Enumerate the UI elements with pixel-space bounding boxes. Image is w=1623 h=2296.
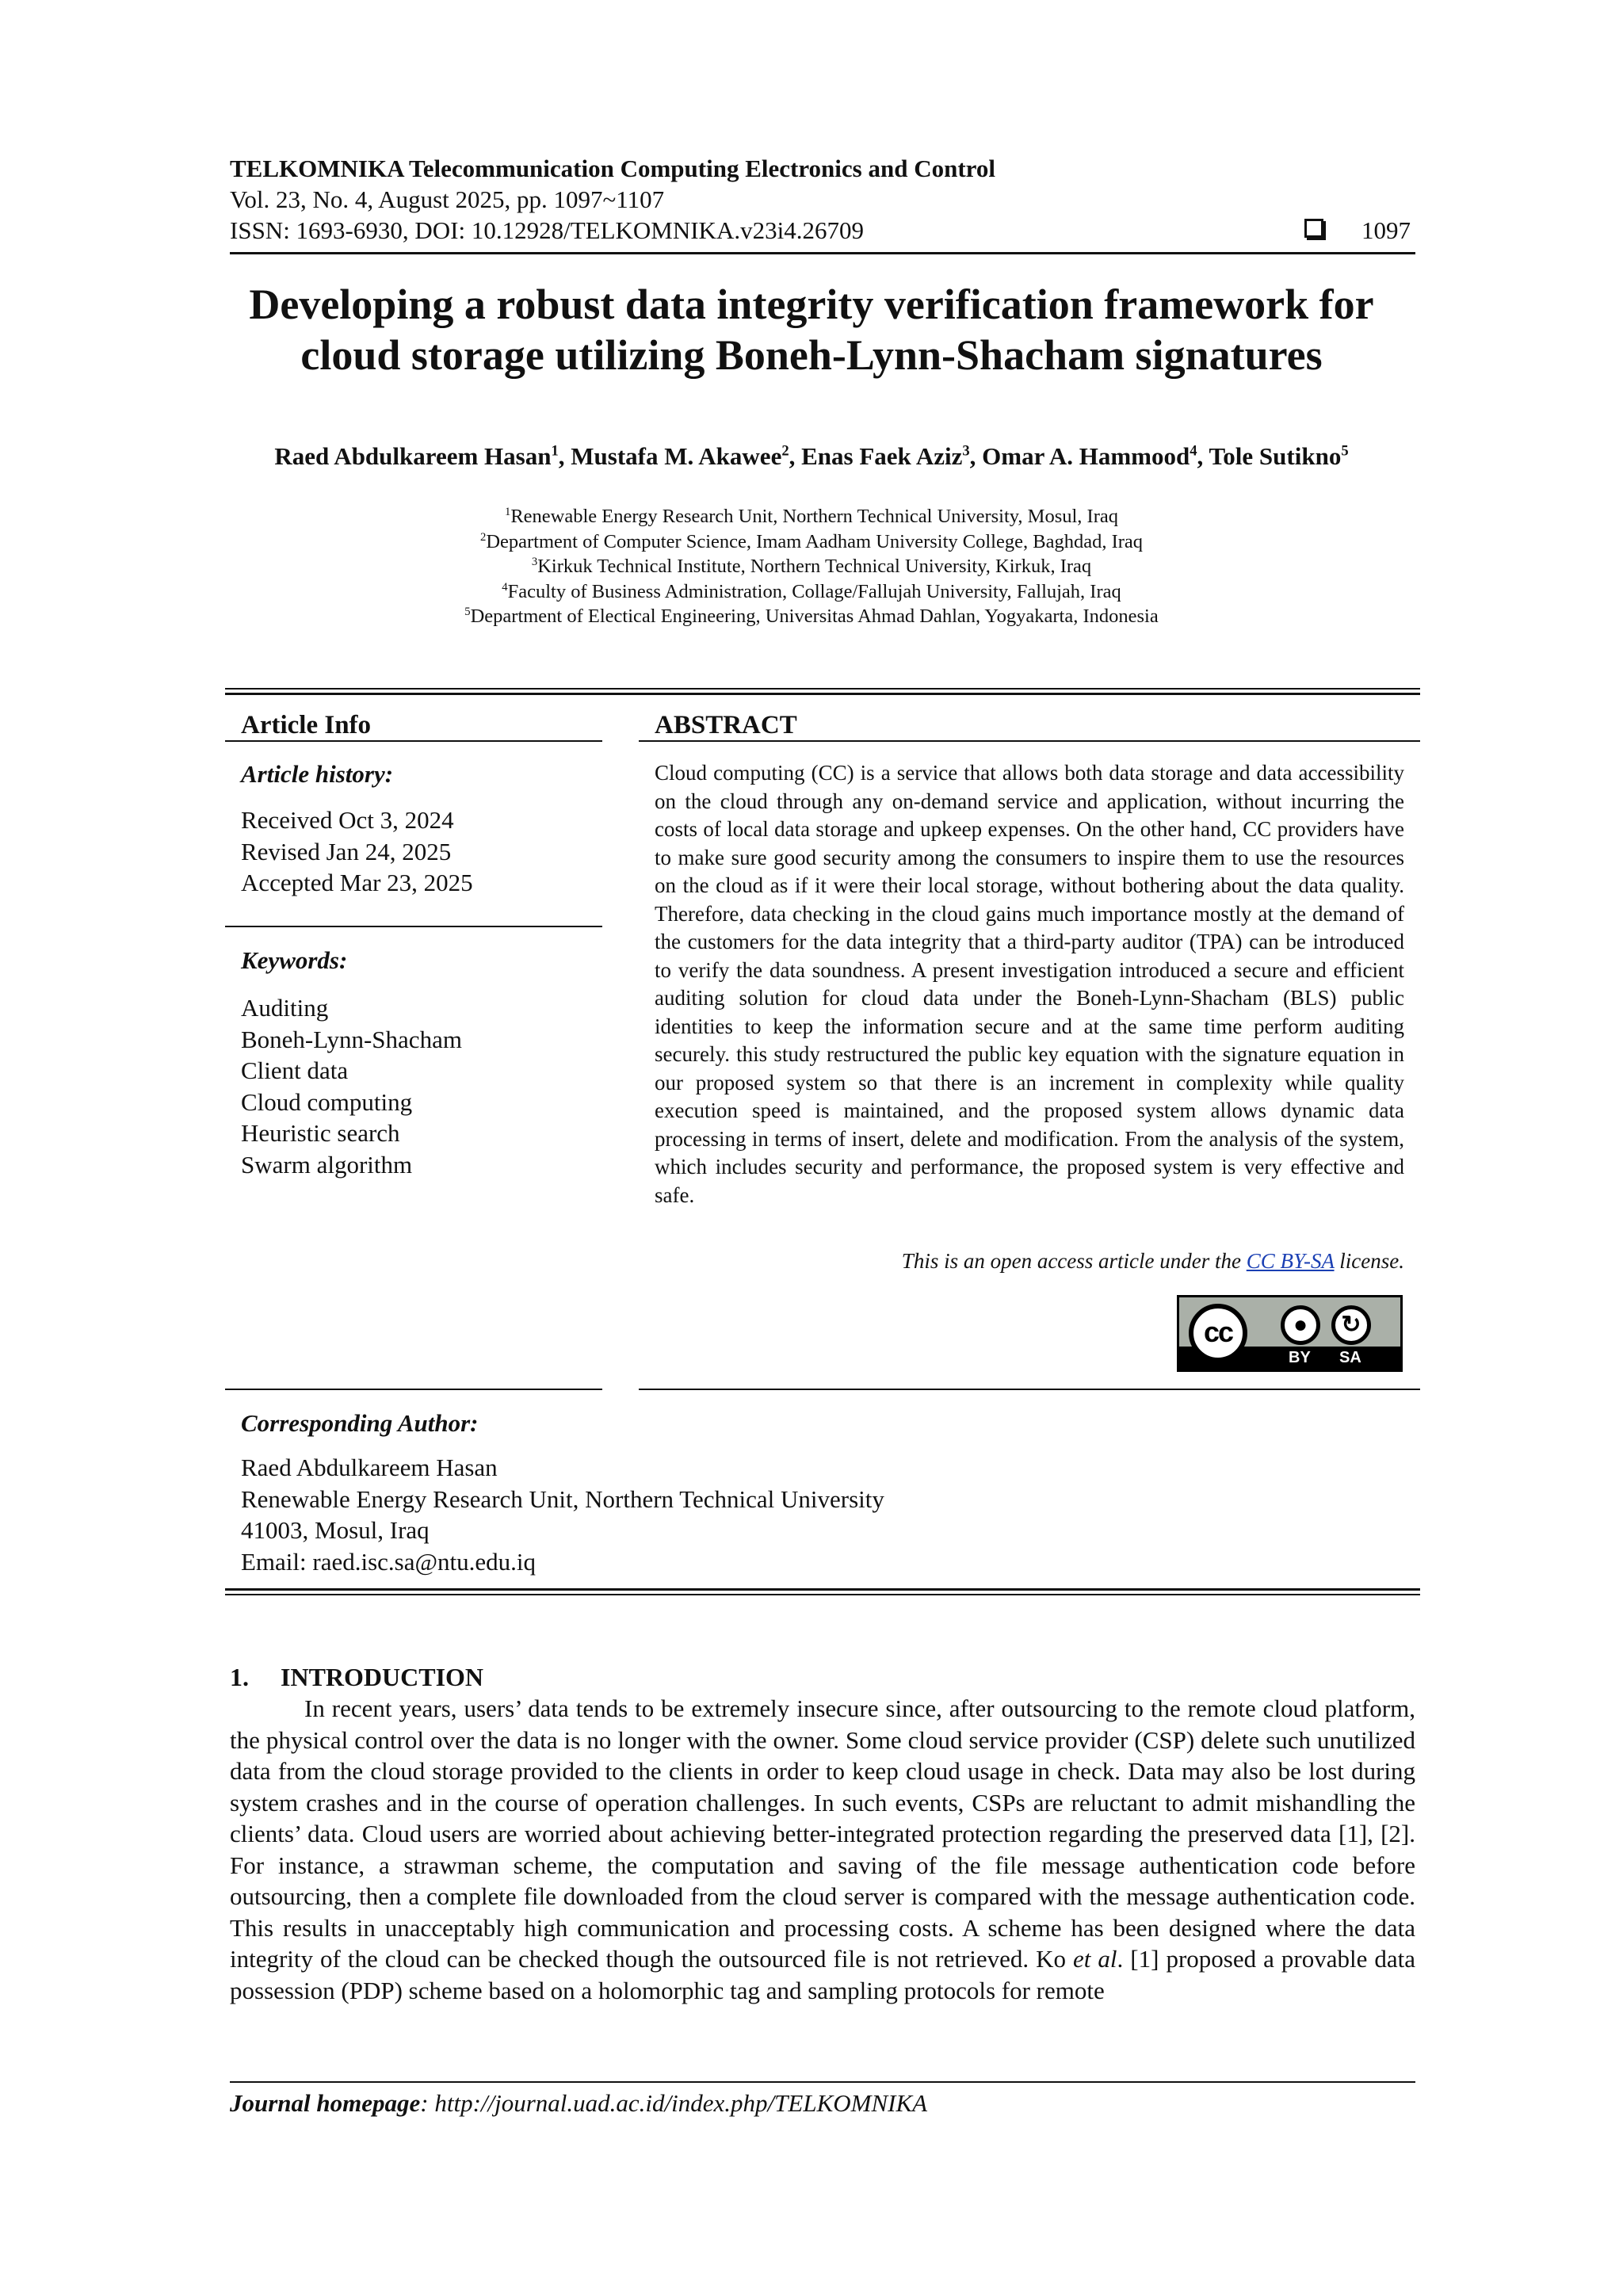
article-history [241, 804, 473, 899]
article-info-heading: Article Info [241, 711, 372, 739]
cc-by-sa-badge[interactable] [1177, 1295, 1403, 1372]
author-sup: 5 [1341, 442, 1349, 460]
info-top-rule-thick [225, 693, 1420, 695]
author-sup: 1 [551, 442, 559, 460]
keyword: Client data [241, 1056, 349, 1084]
attribution-person-icon: ● [1281, 1305, 1320, 1345]
keyword: Heuristic search [241, 1119, 400, 1147]
open-access-prefix: This is an open access article under the [901, 1249, 1241, 1273]
section-title: INTRODUCTION [281, 1663, 484, 1691]
corresponding-name: Raed Abdulkareem Hasan [241, 1454, 498, 1481]
corresponding-address: 41003, Mosul, Iraq [241, 1516, 430, 1544]
author-name: Tole Sutikno [1209, 442, 1342, 470]
intro-text-after: . [1] proposed a provable data possession (PDP) scheme based on a holomorphic tag and sampling protocols for remote [230, 1945, 1415, 2004]
volume-info: Vol. 23, No. 4, August 2025, pp. 1097~1107 [230, 185, 665, 213]
affiliation [238, 504, 1385, 529]
journal-homepage [230, 2089, 927, 2118]
share-alike-icon: ↻ [1331, 1305, 1371, 1345]
creative-commons-icon: cc [1189, 1304, 1247, 1362]
article-history-heading: Article history: [241, 760, 394, 788]
history-rule [225, 926, 602, 927]
keyword: Auditing [241, 994, 329, 1022]
info-bottom-rule-thick [225, 1588, 1420, 1591]
corresponding-email: Email: raed.isc.sa@ntu.edu.iq [241, 1547, 537, 1576]
affiliation-text: Department of Computer Science, Imam Aadham University College, Baghdad, Iraq [486, 530, 1144, 552]
author-name: Raed Abdulkareem Hasan [274, 442, 552, 470]
abstract-bottom-rule [639, 1389, 1420, 1390]
corresponding-details [241, 1452, 884, 1577]
info-top-rule [225, 688, 1420, 690]
affiliation-sup: 2 [479, 530, 487, 544]
issn-doi: ISSN: 1693-6930, DOI: 10.12928/TELKOMNIKA.v23i4.26709 [230, 216, 864, 244]
affiliation [238, 579, 1385, 605]
footer-rule [230, 2081, 1415, 2083]
author-sup: 2 [781, 442, 789, 460]
introduction-paragraph [230, 1693, 1415, 2006]
author-list: Raed Abdulkareem Hasan$^1$, Mustafa M. Akawee$^2$, Enas Faek Aziz$^3$, Omar A. Hammood$^4$, Tole Sutikno$^5$ [274, 442, 1349, 470]
info-bottom-rule [225, 1594, 1420, 1595]
page-number: 1097 [1361, 216, 1411, 244]
article-info-rule [225, 740, 602, 742]
abstract-rule [639, 740, 1420, 742]
paper-title [206, 279, 1417, 380]
affiliation-sup: 1 [505, 505, 511, 518]
affiliation-sup: 4 [502, 580, 508, 594]
title-line-1: Developing a robust data integrity verification framework for [249, 281, 1374, 328]
affiliation-list [238, 504, 1385, 629]
section-number: 1. [230, 1663, 249, 1691]
revised-date: Revised Jan 24, 2025 [241, 837, 452, 865]
affiliation-sup: 5 [464, 605, 471, 618]
corresponding-affiliation: Renewable Energy Research Unit, Northern Technical University [241, 1484, 884, 1513]
affiliation-text: Department of Electical Engineering, Universitas Ahmad Dahlan, Yogyakarta, Indonesia [470, 606, 1159, 627]
license-link[interactable]: CC BY-SA [1246, 1249, 1335, 1273]
affiliation-sup: 3 [531, 555, 538, 568]
homepage-label: Journal homepage [230, 2089, 421, 2117]
corresponding-heading: Corresponding Author: [241, 1409, 479, 1437]
author-sup: 3 [962, 442, 970, 460]
badge-sa-label: SA [1339, 1349, 1361, 1366]
keywords-heading: Keywords: [241, 946, 348, 974]
abstract-text: Cloud computing (CC) is a service that allows both data storage and data accessibility on the cloud through any on-demand service and application, without incurring the costs of local data storage and upkeep expenses. On the other hand, CC providers have to make sure good security among the consumers to inspire them to use the resources on the cloud as if it were their local storage, without bothering about the data quality. Therefore, data checking in the cloud gains much importance mostly at the demand of the customers for the data integrity that a third-party auditor (TPA) can be introduced to verify the data soundness. A present investigation introduced a secure and efficient auditing solution for cloud data under the Boneh-Lynn-Shacham (BLS) public identities to keep the information secure and at the same time perform auditing securely. this study restructured the public key equation with the signature equation in our proposed system so that there is an increment in complexity while quality execution speed is maintained, and the proposed system allows dynamic data processing in terms of insert, delete and modification. From the analysis of the system, which includes security and performance, the proposed system is very effective and safe. [655, 761, 1404, 1207]
intro-et-al: et al [1073, 1945, 1117, 1973]
keyword: Cloud computing [241, 1087, 413, 1116]
accepted-date: Accepted Mar 23, 2025 [241, 869, 473, 896]
badge-by-label: BY [1289, 1349, 1311, 1366]
affiliation [238, 604, 1385, 629]
affiliation-text: Kirkuk Technical Institute, Northern Technical University, Kirkuk, Iraq [537, 556, 1092, 577]
abstract-heading: ABSTRACT [655, 711, 797, 739]
affiliation [238, 554, 1385, 579]
title-line-2: cloud storage utilizing Boneh-Lynn-Shacham signatures [300, 331, 1323, 379]
checkbox-square-icon [1304, 219, 1323, 238]
introduction-heading [230, 1661, 483, 1693]
author-name: Omar A. Hammood [982, 442, 1190, 470]
author-name: Enas Faek Aziz [801, 442, 963, 470]
header-rule [230, 252, 1415, 254]
affiliation-text: Faculty of Business Administration, Collage/Fallujah University, Fallujah, Iraq [507, 580, 1121, 602]
intro-text-before: In recent years, users’ data tends to be extremely insecure since, after outsourcing to the remote cloud platform, the physical control over the data is no longer with the owner. Some cloud service provider (CSP) delete such unutilized data from the cloud storage provided to the clients in order to keep cloud usage in check. Data may also be lost during system crashes and in the course of operation challenges. In such events, CSPs are reluctant to admit mishandling the clients’ data. Cloud users are worried about achieving better-integrated protection regarding the preserved data [1], [2]. For instance, a strawman scheme, the computation and saving of the file message authentication code before outsourcing, then a complete file downloaded from the cloud server is compared with the message authentication code. This results in unacceptably high communication and processing costs. A scheme has been designed where the data integrity of the cloud can be checked though the outsourced file is not retrieved. Ko [230, 1694, 1415, 1973]
open-access-suffix: license. [1339, 1249, 1404, 1273]
author-name: Mustafa M. Akawee [571, 442, 782, 470]
keywords-list [241, 992, 462, 1180]
keyword: Swarm algorithm [241, 1150, 413, 1179]
introduction-body [230, 1693, 1415, 2006]
affiliation [238, 529, 1385, 555]
author-sup: 4 [1190, 442, 1197, 460]
keyword: Boneh-Lynn-Shacham [241, 1025, 462, 1053]
journal-name: TELKOMNIKA Telecommunication Computing Electronics and Control [230, 155, 995, 182]
homepage-url[interactable]: : http://journal.uad.ac.id/index.php/TELKOMNIKA [420, 2089, 928, 2117]
open-access-statement [655, 1247, 1404, 1275]
affiliation-text: Renewable Energy Research Unit, Northern Technical University, Mosul, Iraq [510, 506, 1118, 527]
keywords-rule [225, 1389, 602, 1390]
received-date: Received Oct 3, 2024 [241, 806, 454, 834]
